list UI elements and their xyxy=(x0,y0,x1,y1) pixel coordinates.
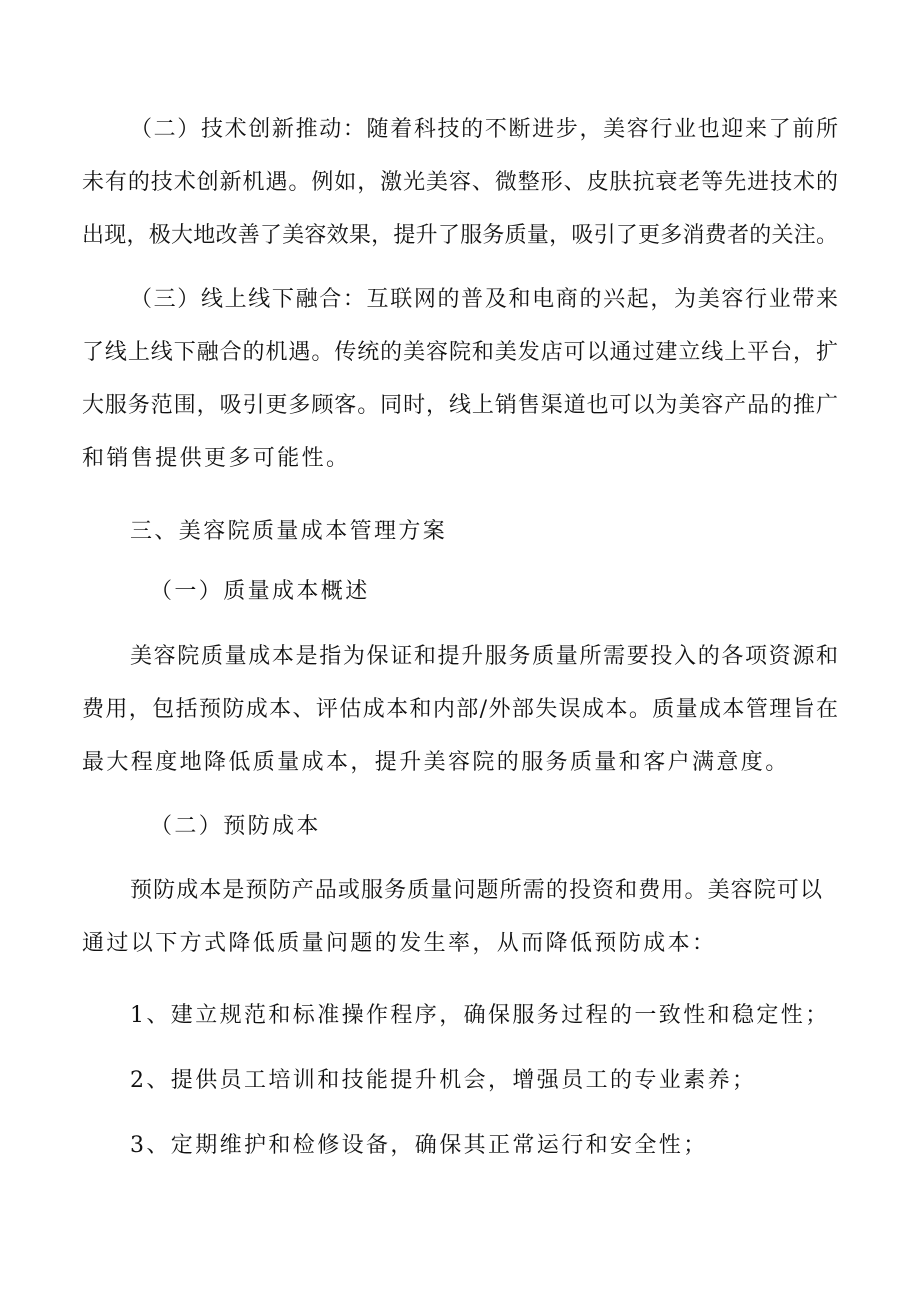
paragraph-line: 未有的技术创新机遇。例如，激光美容、微整形、皮肤抗衰老等先进技术的 xyxy=(82,170,838,195)
paragraph-line: 通过以下方式降低质量问题的发生率，从而降低预防成本： xyxy=(82,931,717,956)
paragraph-line: 了线上线下融合的机遇。传统的美容院和美发店可以通过建立线上平台，扩 xyxy=(82,340,838,365)
list-item: 3、定期维护和检修设备，确保其正常运行和安全性； xyxy=(130,1133,708,1158)
paragraph-line: （二）技术创新推动：随着科技的不断进步，美容行业也迎来了前所 xyxy=(130,117,838,142)
paragraph-line: 预防成本是预防产品或服务质量问题所需的投资和费用。美容院可以 xyxy=(130,878,822,903)
paragraph-line: 出现，极大地改善了美容效果，提升了服务质量，吸引了更多消费者的关注。 xyxy=(82,223,838,248)
subsection-heading: （一）质量成本概述 xyxy=(150,579,370,604)
subsection-heading: （二）预防成本 xyxy=(150,814,321,839)
paragraph-line: 最大程度地降低质量成本，提升美容院的服务质量和客户满意度。 xyxy=(82,750,790,775)
section-heading: 三、美容院质量成本管理方案 xyxy=(130,519,448,544)
list-item: 2、提供员工培训和技能提升机会，增强员工的专业素养； xyxy=(130,1068,757,1093)
paragraph-line: 大服务范围，吸引更多顾客。同时，线上销售渠道也可以为美容产品的推广 xyxy=(82,393,838,418)
paragraph-line: 美容院质量成本是指为保证和提升服务质量所需要投入的各项资源和 xyxy=(130,644,838,669)
paragraph-line: 和销售提供更多可能性。 xyxy=(82,446,351,471)
paragraph-line: （三）线上线下融合：互联网的普及和电商的兴起，为美容行业带来 xyxy=(130,287,838,312)
paragraph-line: 费用，包括预防成本、评估成本和内部/外部失误成本。质量成本管理旨在 xyxy=(82,697,838,722)
list-item: 1、建立规范和标准操作程序，确保服务过程的一致性和稳定性； xyxy=(130,1003,830,1028)
